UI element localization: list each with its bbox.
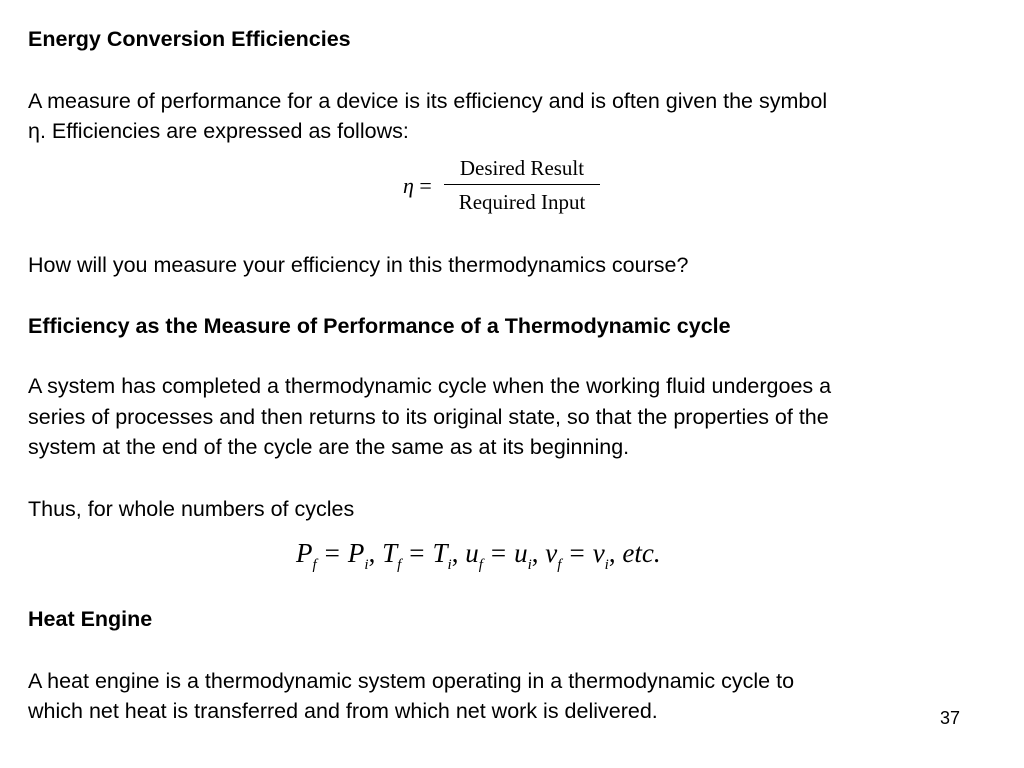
equation-subscript: i bbox=[527, 557, 532, 573]
fraction-denominator: Required Input bbox=[458, 190, 586, 214]
equation-term: $v_f$ bbox=[545, 538, 562, 573]
paragraph-heat-engine-line-1: A heat engine is a thermodynamic system operating in a thermodynamic cycle to bbox=[28, 669, 795, 693]
efficiency-equation bbox=[403, 155, 603, 225]
equals-sign: = bbox=[324, 538, 340, 568]
heading-energy-conversion: Energy Conversion Efficiencies bbox=[28, 27, 351, 51]
equals-sign: = bbox=[490, 538, 507, 568]
equation-term: $v_i$ bbox=[592, 538, 609, 573]
paragraph-whole-cycles: Thus, for whole numbers of cycles bbox=[28, 497, 355, 521]
comma-separator: , bbox=[531, 538, 546, 568]
equation-term: $u_f$ bbox=[465, 538, 483, 573]
paragraph-cycle-line-1: A system has completed a thermodynamic cycle when the working fluid undergoes a bbox=[28, 374, 832, 398]
comma-separator: , bbox=[608, 538, 623, 568]
fraction-bar bbox=[444, 184, 600, 185]
equation-subscript: f bbox=[312, 557, 317, 573]
equation-term: $u_i$ bbox=[514, 538, 532, 573]
comma-separator: , bbox=[451, 538, 466, 568]
equation-subscript: f bbox=[557, 557, 562, 573]
paragraph-cycle-line-3: system at the end of the cycle are the same as at its beginning. bbox=[28, 435, 630, 459]
equals-sign: = bbox=[409, 538, 425, 568]
paragraph-cycle-line-2: series of processes and then returns to its original state, so that the properties of the bbox=[28, 405, 829, 429]
heading-thermodynamic-cycle: Efficiency as the Measure of Performance of a Thermodynamic cycle bbox=[28, 314, 731, 338]
fraction bbox=[444, 155, 600, 215]
page-number: 37 bbox=[940, 708, 961, 728]
equation-subscript: f bbox=[397, 557, 402, 573]
equation-term: $T_f$ bbox=[382, 538, 402, 573]
paragraph-efficiency-line-2: η. Efficiencies are expressed as follows: bbox=[28, 119, 409, 143]
equation-tail: etc. bbox=[622, 538, 661, 568]
fraction-numerator: Desired Result bbox=[459, 156, 585, 180]
equation-subscript: i bbox=[447, 557, 452, 573]
equation-term: $P_f$ bbox=[296, 538, 317, 573]
question-text: How will you measure your efficiency in this thermodynamics course? bbox=[28, 253, 689, 277]
heading-heat-engine: Heat Engine bbox=[28, 607, 153, 631]
equation-subscript: i bbox=[364, 557, 369, 573]
comma-separator: , bbox=[368, 538, 383, 568]
paragraph-heat-engine-line-2: which net heat is transferred and from which net work is delivered. bbox=[28, 699, 658, 723]
equation-lhs: η = bbox=[403, 173, 432, 198]
equation-subscript: f bbox=[478, 557, 483, 573]
equation-term: $P_i$ bbox=[347, 538, 369, 573]
equation-subscript: i bbox=[604, 557, 609, 573]
paragraph-efficiency-line-1: A measure of performance for a device is its efficiency and is often given the symbol bbox=[28, 89, 828, 113]
state-property-equation bbox=[296, 538, 661, 574]
equals-sign: = bbox=[569, 538, 585, 568]
equation-term: $T_i$ bbox=[432, 538, 452, 573]
